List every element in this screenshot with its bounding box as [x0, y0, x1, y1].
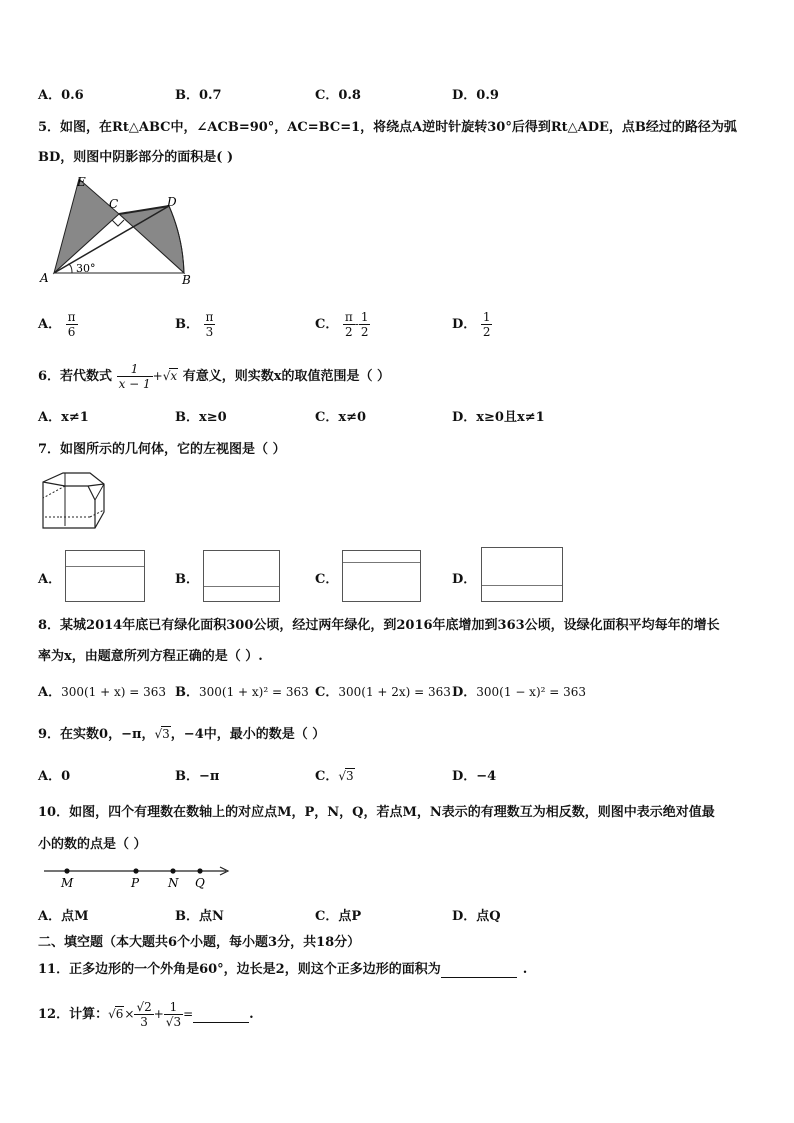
q10-point-n	[170, 868, 175, 873]
q10-option-d: D．点Q	[452, 909, 501, 924]
q5-label-angle: 30°	[76, 262, 96, 275]
q7-option-c-view	[342, 550, 421, 602]
q5-option-c-minus: -	[354, 317, 359, 331]
q12-times: ×	[124, 1007, 135, 1021]
q4-option-b: B．0.7	[175, 88, 222, 103]
section-heading-fill-in: 二、填空题（本大题共6个小题，每小题3分，共18分）	[38, 935, 361, 950]
q9-stem-post: ，−4中，最小的数是（ ）	[170, 727, 326, 742]
q5-label-d: D	[167, 195, 177, 209]
q12-stem: 12．计算：√6× $\frac{√2}{3}$ + $\frac{1}{√3}$ = .	[38, 1000, 254, 1029]
q5-figure-rotation	[38, 168, 218, 290]
q8-option-d	[452, 681, 586, 700]
q6-option-a: A．x≠1	[38, 410, 89, 425]
q8-option-d-equation: 300(1 − x)² = 363	[476, 685, 587, 699]
q4-option-a: A．0.6	[38, 88, 84, 103]
q9-option-c-sqrt: 3	[346, 769, 354, 783]
q6-fraction: $\frac{1}{x - 1}$	[118, 362, 151, 391]
q4-option-d: D．0.9	[452, 88, 499, 103]
q7-option-b-view	[203, 550, 280, 602]
q5-label-a: A	[40, 271, 49, 285]
q8-option-a	[38, 681, 166, 700]
q12-plus: +	[153, 1007, 164, 1021]
q12-fraction-2: $\frac{1}{√3}$	[165, 1000, 182, 1029]
q10-point-p	[133, 868, 138, 873]
q11-answer-blank[interactable]	[441, 962, 517, 978]
q10-label-n: N	[168, 876, 179, 890]
q5-label-b: B	[182, 273, 191, 287]
q7-option-c-letter: C．	[315, 572, 339, 587]
q8-option-b-equation: 300(1 + x)² = 363	[199, 685, 309, 699]
q5-option-c	[315, 310, 370, 339]
q12-equals: =	[183, 1007, 194, 1021]
q10-label-m: M	[61, 876, 74, 890]
q5-option-b	[175, 310, 215, 339]
q5-option-c-fraction2: $\frac{1}{2}$	[360, 310, 369, 339]
q6-stem-pre: 6．若代数式	[38, 369, 113, 384]
q5-option-b-fraction: $\frac{\pi}{3}$	[205, 310, 214, 339]
q8-option-a-letter: A．	[38, 685, 62, 700]
q9-stem: 9．在实数0，−π，√3，−4中，最小的数是（ ）	[38, 727, 326, 742]
q7-option-b-letter: B．	[175, 572, 199, 587]
q7-option-d-view	[481, 547, 563, 602]
q7-stem: 7．如图所示的几何体，它的左视图是（ ）	[38, 442, 286, 457]
q5-option-c-fraction1: $\frac{\pi}{2}$	[344, 310, 353, 339]
q8-stem-line1: 8．某城2014年底已有绿化面积300公顷，经过两年绿化，到2016年底增加到363公顷，设绿化面积平均每年的增长	[38, 618, 720, 633]
q5-option-b-letter: B．	[175, 317, 199, 332]
q11-stem-tail: .	[522, 962, 528, 977]
q11-stem-text: 11．正多边形的一个外角是60°，边长是2，则这个正多边形的面积为	[38, 962, 441, 977]
q9-option-a: A．0	[38, 769, 71, 784]
q11-stem	[38, 958, 527, 978]
q8-option-b	[175, 681, 309, 700]
q12-stem-pre: 12．计算：	[38, 1007, 109, 1022]
q8-option-d-letter: D．	[452, 685, 477, 700]
q7-option-d-letter: D．	[452, 572, 477, 587]
q9-stem-pre: 9．在实数0，−π，	[38, 727, 155, 742]
q5-option-d-letter: D．	[452, 317, 477, 332]
q12-fraction-1: $\frac{√2}{3}$	[136, 1000, 152, 1029]
q10-number-line	[40, 860, 235, 892]
q4-option-c: C．0.8	[315, 88, 361, 103]
q10-option-b: B．点N	[175, 909, 224, 924]
q12-sqrt-6: 6	[115, 1007, 124, 1021]
q8-stem-line2: 率为x，由题意所列方程正确的是（ ）.	[38, 649, 263, 664]
q5-option-d-fraction: $\frac{1}{2}$	[482, 310, 491, 339]
q9-option-c-letter: C．	[315, 769, 339, 784]
q8-option-a-equation: 300(1 + x) = 363	[61, 685, 167, 699]
q5-stem-line2: BD，则图中阴影部分的面积是( )	[38, 150, 234, 165]
q5-label-c: C	[109, 197, 119, 211]
q10-option-a: A．点M	[38, 909, 89, 924]
q6-option-d: D．x≥0且x≠1	[452, 410, 545, 425]
q5-option-a-letter: A．	[38, 317, 62, 332]
q5-option-c-letter: C．	[315, 317, 339, 332]
q7-option-a-view	[65, 550, 145, 602]
q9-sqrt-3: 3	[162, 727, 170, 741]
q5-option-a	[38, 310, 78, 339]
q8-option-c-equation: 300(1 + 2x) = 363	[338, 685, 451, 699]
q5-label-e: E	[77, 175, 86, 189]
q5-stem-line1: 5．如图，在Rt△ABC中，∠ACB=90°，AC=BC=1，将绕点A逆时针旋转30°后得到Rt△ADE，点B经过的路径为弧	[38, 120, 737, 135]
q10-stem-line1: 10．如图，四个有理数在数轴上的对应点M，P，N，Q，若点M，N表示的有理数互为相反数，则图中表示绝对值最	[38, 805, 715, 820]
q9-option-c: C．√3	[315, 769, 354, 784]
q7-solid-figure	[40, 470, 108, 532]
q5-option-d	[452, 310, 492, 339]
q8-option-c	[315, 681, 451, 700]
q10-point-m	[64, 868, 69, 873]
q8-option-c-letter: C．	[315, 685, 339, 700]
q7-option-a-letter: A．	[38, 572, 62, 587]
q10-point-q	[197, 868, 202, 873]
q8-option-b-letter: B．	[175, 685, 199, 700]
q12-answer-blank[interactable]	[193, 1007, 249, 1023]
q6-option-b: B．x≥0	[175, 410, 227, 425]
q6-option-c: C．x≠0	[315, 410, 367, 425]
q9-option-d: D．−4	[452, 769, 497, 784]
q10-option-c: C．点P	[315, 909, 362, 924]
q10-label-q: Q	[195, 876, 205, 890]
q5-option-a-fraction: $\frac{\pi}{6}$	[67, 310, 76, 339]
q10-label-p: P	[131, 876, 140, 890]
q9-option-b: B．−π	[175, 769, 220, 784]
q6-stem-post: 有意义，则实数x的取值范围是（ ）	[182, 369, 390, 384]
q12-stem-tail: .	[249, 1007, 254, 1022]
q6-stem: 6．若代数式 $\frac{1}{x - 1}$ +√x 有意义，则实数x的取值范围是（ ）	[38, 362, 390, 391]
q6-sqrt-x: x	[170, 369, 178, 383]
q10-stem-line2: 小的数的点是（ ）	[38, 837, 147, 852]
q6-plus: +	[152, 369, 163, 383]
